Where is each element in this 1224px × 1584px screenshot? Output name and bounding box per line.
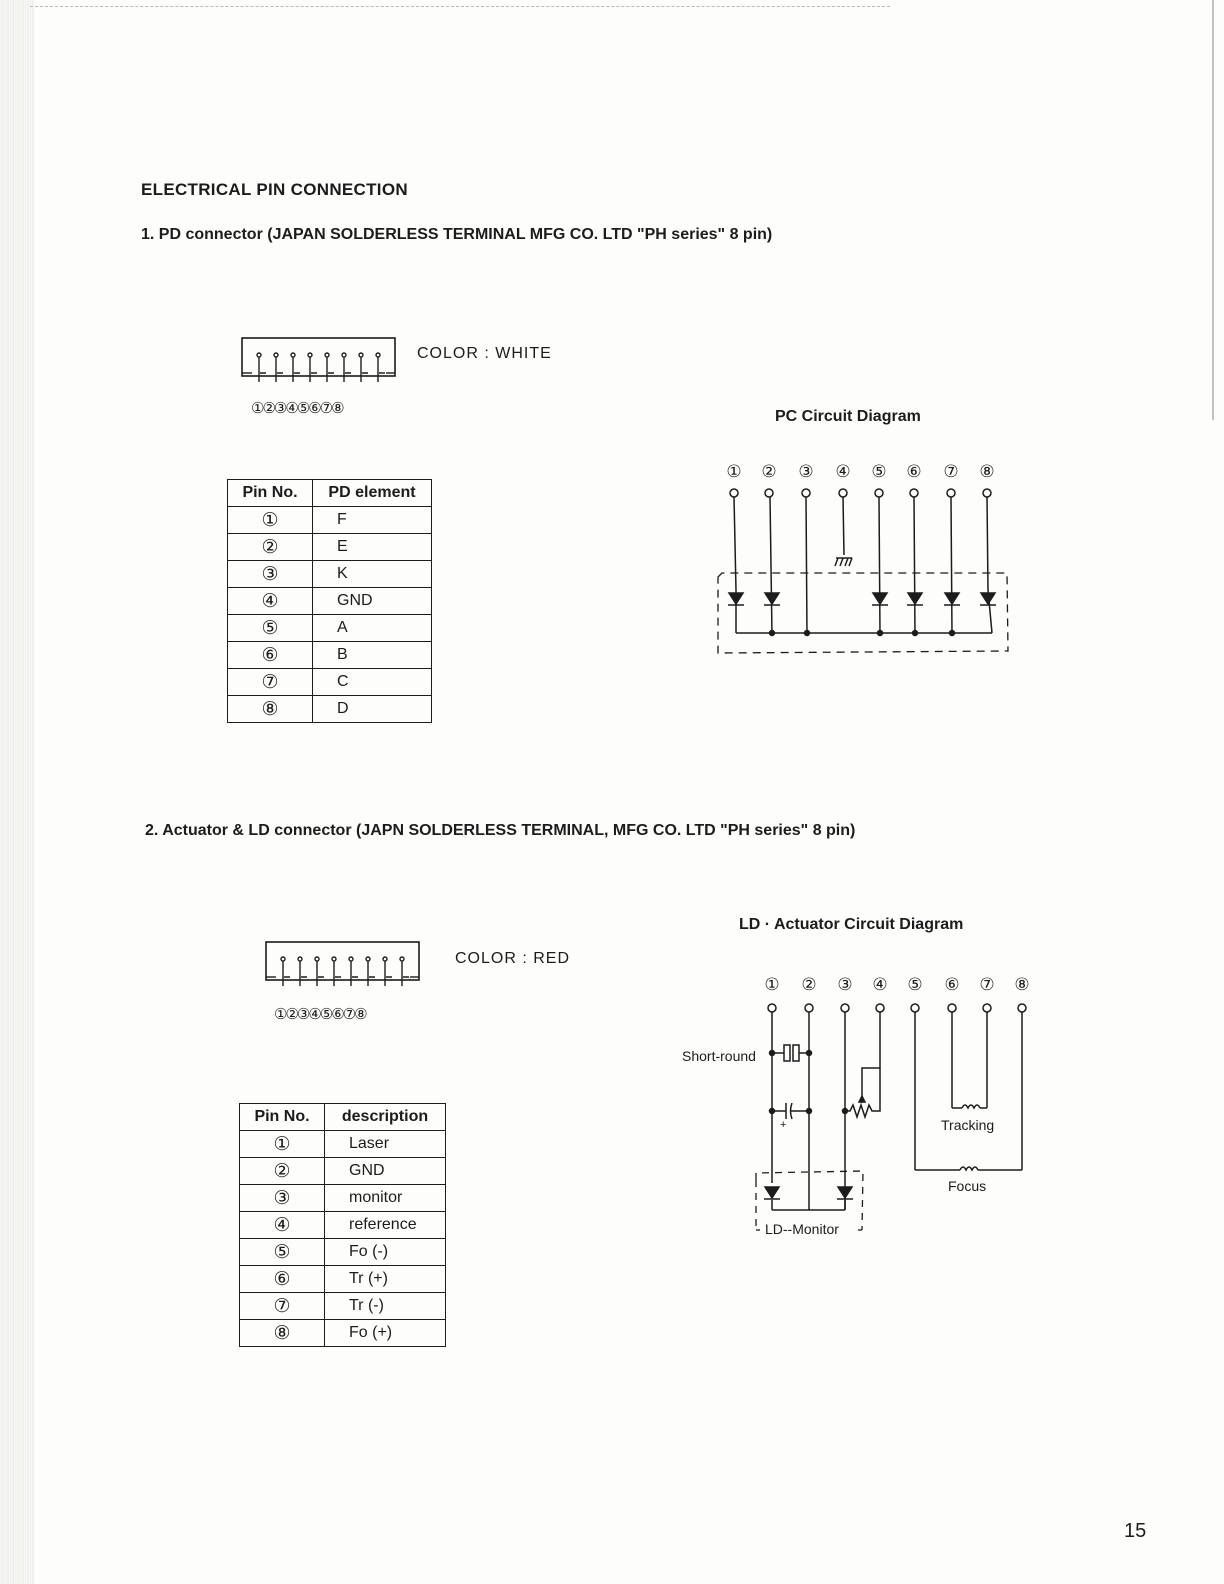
tracking-label: Tracking — [941, 1117, 995, 1133]
pin-value: Tr (+) — [325, 1266, 446, 1293]
scan-edge-right — [1212, 0, 1214, 420]
column-header: PD element — [313, 480, 432, 507]
table-row — [228, 588, 432, 615]
pin-label: ② — [761, 462, 777, 481]
short-round-label: Short-round — [682, 1048, 756, 1064]
pin-number: ⑥ — [240, 1266, 325, 1293]
pin-number: ⑥ — [228, 642, 313, 669]
ld-pin-table — [239, 1103, 446, 1347]
column-header: Pin No. — [228, 480, 313, 507]
pin-number: ① — [228, 507, 313, 534]
pin-number: ⑦ — [240, 1293, 325, 1320]
ld-actuator-circuit-title: LD · Actuator Circuit Diagram — [739, 916, 964, 933]
pin-label: ⑧ — [1014, 975, 1030, 994]
page-number: 15 — [1124, 1520, 1147, 1542]
pin-label: ③ — [837, 975, 853, 994]
pd-connector-pin-numbers: ①②③④⑤⑥⑦⑧ — [251, 400, 343, 417]
pd-connector-drawing — [240, 336, 400, 386]
pin-label: ⑥ — [906, 462, 922, 481]
pin-label: ③ — [798, 462, 814, 481]
table-header-row — [228, 480, 432, 507]
pin-label: ④ — [872, 975, 888, 994]
ld-monitor-label: LD--Monitor — [765, 1221, 839, 1237]
pin-value: GND — [325, 1158, 446, 1185]
table-row — [240, 1266, 446, 1293]
section2-title: 2. Actuator & LD connector (JAPN SOLDERLESS TERMINAL, MFG CO. LTD "PH series" 8 pin) — [145, 822, 856, 839]
pin-value: Tr (-) — [325, 1293, 446, 1320]
ld-connector-drawing — [264, 940, 424, 990]
table-row — [228, 561, 432, 588]
table-row — [228, 615, 432, 642]
focus-label: Focus — [948, 1178, 987, 1194]
table-row — [240, 1158, 446, 1185]
pin-number: ③ — [240, 1185, 325, 1212]
pc-circuit-diagram — [700, 455, 1030, 670]
pin-label: ④ — [835, 462, 851, 481]
pin-value: GND — [313, 588, 432, 615]
pin-number: ② — [240, 1158, 325, 1185]
pin-number: ④ — [240, 1212, 325, 1239]
pin-label: ⑤ — [871, 462, 887, 481]
table-row — [228, 534, 432, 561]
pd-connector-color: COLOR : WHITE — [417, 345, 552, 362]
table-row — [228, 507, 432, 534]
pin-number: ① — [240, 1131, 325, 1158]
pin-label: ⑥ — [944, 975, 960, 994]
pin-value: Fo (-) — [325, 1239, 446, 1266]
pin-value: monitor — [325, 1185, 446, 1212]
pin-number: ③ — [228, 561, 313, 588]
pin-value: C — [313, 669, 432, 696]
pin-value: Laser — [325, 1131, 446, 1158]
table-row — [240, 1185, 446, 1212]
pc-circuit-title: PC Circuit Diagram — [775, 408, 921, 425]
pin-number: ⑧ — [240, 1320, 325, 1347]
pin-label: ⑦ — [979, 975, 995, 994]
table-row — [228, 696, 432, 723]
pin-label: ⑦ — [943, 462, 959, 481]
pin-label: ⑤ — [907, 975, 923, 994]
table-row — [240, 1239, 446, 1266]
column-header: description — [325, 1104, 446, 1131]
pin-number: ⑤ — [228, 615, 313, 642]
pin-number: ⑧ — [228, 696, 313, 723]
scan-edge-top — [30, 6, 890, 7]
pin-value: K — [313, 561, 432, 588]
table-header-row — [240, 1104, 446, 1131]
table-row — [240, 1212, 446, 1239]
section1-title: 1. PD connector (JAPAN SOLDERLESS TERMINAL MFG CO. LTD "PH series" 8 pin) — [141, 226, 773, 243]
scan-edge-left — [0, 0, 34, 1584]
pin-value: D — [313, 696, 432, 723]
pin-label: ① — [726, 462, 742, 481]
capacitor-plus-label: + — [780, 1119, 787, 1131]
page-heading: ELECTRICAL PIN CONNECTION — [141, 180, 408, 199]
pin-value: A — [313, 615, 432, 642]
pin-label: ② — [801, 975, 817, 994]
column-header: Pin No. — [240, 1104, 325, 1131]
pin-value: F — [313, 507, 432, 534]
ld-connector-color: COLOR : RED — [455, 950, 571, 967]
table-row — [228, 669, 432, 696]
pin-value: E — [313, 534, 432, 561]
pin-label: ⑧ — [979, 462, 995, 481]
table-row — [240, 1293, 446, 1320]
table-row — [240, 1131, 446, 1158]
pin-value: B — [313, 642, 432, 669]
ld-actuator-circuit-diagram — [680, 968, 1040, 1243]
pin-label: ① — [764, 975, 780, 994]
ld-connector-pin-numbers: ①②③④⑤⑥⑦⑧ — [274, 1006, 366, 1023]
pin-value: reference — [325, 1212, 446, 1239]
pin-value: Fo (+) — [325, 1320, 446, 1347]
table-row — [228, 642, 432, 669]
pin-number: ④ — [228, 588, 313, 615]
table-row — [240, 1320, 446, 1347]
pin-number: ⑦ — [228, 669, 313, 696]
pd-pin-table — [227, 479, 432, 723]
pin-number: ⑤ — [240, 1239, 325, 1266]
pin-number: ② — [228, 534, 313, 561]
